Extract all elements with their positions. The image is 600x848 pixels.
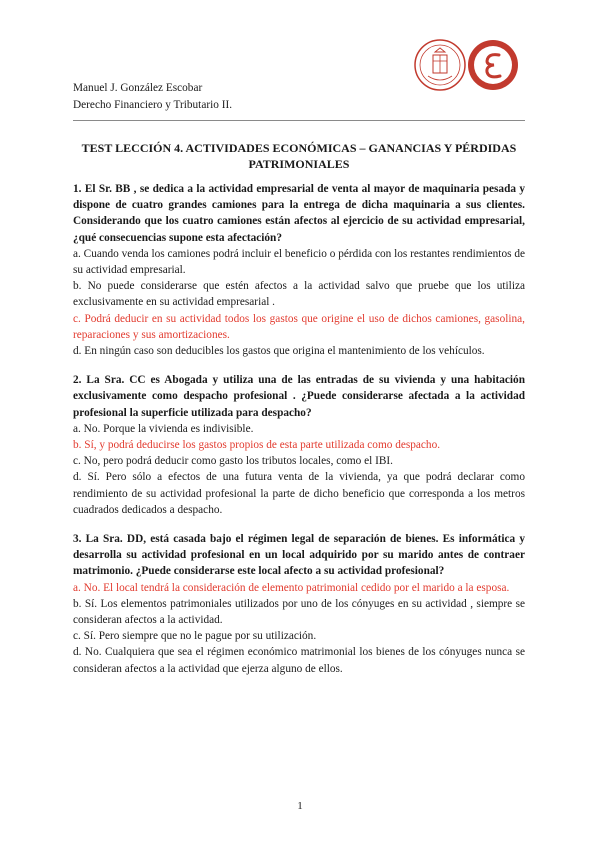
header-divider (73, 120, 525, 121)
option-b: b. No puede considerarse que estén afectos a la actividad salvo que pruebe que los utiliza exclusivamente en su actividad empresarial . (73, 280, 525, 309)
faculty-emblem-icon (466, 38, 520, 92)
option-c: c. No, pero podrá deducir como gasto los tributos locales, como el IBI. (73, 455, 393, 468)
question-1 (73, 181, 525, 359)
course-name: Derecho Financiero y Tributario II. (73, 99, 233, 111)
question-3 (73, 531, 525, 677)
author-name: Manuel J. González Escobar (73, 82, 203, 94)
university-seal-icon (413, 38, 467, 92)
document-header (73, 80, 232, 114)
page-number: 1 (297, 800, 303, 812)
option-a-correct: a. No. El local tendrá la consideración de elemento patrimonial cedido por el marido a la esposa. (73, 581, 510, 594)
option-d: d. Sí. Pero sólo a efectos de una futura venta de la vivienda, ya que podrá declarar como rendimiento de su actividad profesional la parte de dicho beneficio que corresponda a los metros cuadrados dedicados a despacho. (73, 471, 525, 516)
question-text: 3. La Sra. DD, está casada bajo el régimen legal de separación de bienes. Es informática y desarrolla su actividad profesional en un local adquirido por su marido antes de contraer matrimonio. ¿Puede considerarse este local afecto a su actividad profesional? (73, 533, 525, 578)
document-title: TEST LECCIÓN 4. ACTIVIDADES ECONÓMICAS – GANANCIAS Y PÉRDIDAS PATRIMONIALES (81, 141, 517, 171)
option-a: a. Cuando venda los camiones podrá incluir el beneficio o pérdida con los restantes rendimientos de su actividad empresarial. (73, 247, 525, 277)
option-c-correct: c. Podrá deducir en su actividad todos los gastos que origine el uso de dichos camiones, gasolina, reparaciones y sus amortizaciones. (73, 312, 525, 341)
question-2 (73, 372, 525, 518)
question-text: 1. El Sr. BB , se dedica a la actividad empresarial de venta al mayor de maquinaria pesada y dispone de cuatro grandes camiones para la entrega de dicha maquinaria a sus clientes. Considerando que los cuatro camiones están afectos al ejercicio de su actividad empresarial, ¿qué consecuencias supone esta afectación? (73, 183, 525, 244)
question-list (73, 181, 525, 690)
option-d: d. En ningún caso son deducibles los gastos que origina el mantenimiento de los vehículos. (73, 345, 485, 358)
option-a: a. No. Porque la vivienda es indivisible. (73, 422, 254, 435)
option-b-correct: b. Sí, y podrá deducirse los gastos propios de esta parte utilizada como despacho. (73, 439, 441, 452)
question-text: 2. La Sra. CC es Abogada y utiliza una de las entradas de su vivienda y una habitación exclusivamente como despacho profesional . ¿Puede considerarse afectada a la actividad profesional la superficie utilizada para despacho? (73, 374, 525, 419)
option-b: b. Sí. Los elementos patrimoniales utilizados por uno de los cónyuges en su actividad , siempre se consideran afectos a la actividad. (73, 597, 525, 627)
option-c: c. Sí. Pero siempre que no le pague por su utilización. (73, 630, 317, 643)
option-d: d. No. Cualquiera que sea el régimen económico matrimonial los bienes de los cónyuges nunca se consideran afectos a la actividad que ejerza alguno de ellos. (73, 646, 525, 675)
